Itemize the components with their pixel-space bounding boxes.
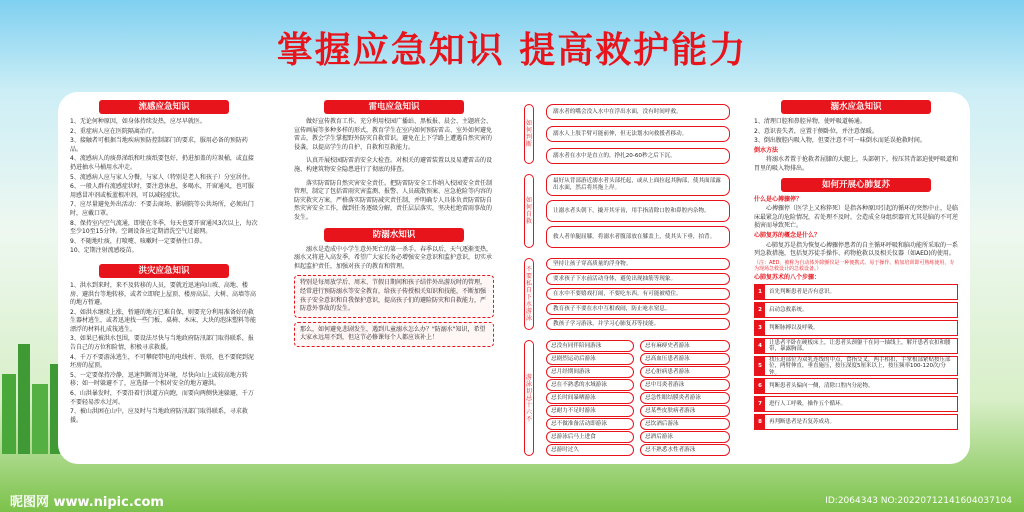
flow-item: 教育孩子不要在水中互相戏闹，防止呛水窒息。	[546, 303, 730, 315]
flow-label: 游泳切忌十六不	[524, 340, 534, 456]
aed-note: （注：AED，被称为自动体外除颤仪是一种便携式、易于操作、稍加培训即可熟练使用，专为现场急救设计的急救设备。）	[754, 259, 955, 273]
drown-header: 防溺水知识	[324, 228, 464, 242]
drowning-flowchart	[524, 102, 734, 460]
drown-text: 溺水是造成中小学生意外死亡的第一杀手。春季以后，天气逐渐变热，溺水又将进入高发季，希望广大家长务必增强安全意识和监护意识，切实承担起监护责任，加强对孩子的教育和管理。	[294, 245, 493, 270]
flow-item: 溺水者在水中是直立的，挣扎20-60秒之后下沉。	[546, 148, 730, 164]
flood-item: 1、洪水到来时，来不及转移的人员，要就近迅速向山坡、高地、楼房、避洪台等地转移，或者立即爬上屋顶、楼房高层、大树、高墙等高的地方暂避。	[70, 281, 257, 307]
flow-item: 在水中不要嬉戏打闹，不要吃东西。有可能被噎住。	[546, 288, 730, 300]
flow-label: 如何自救	[524, 174, 534, 248]
flow-item: 忌游时过久	[546, 444, 634, 456]
drown-aid-item: 2、意识丧失者，应置于侧卧位，并注意保暖。	[754, 127, 878, 135]
step-text: 让患者平卧在硬板床上，让患者头颈躯干在同一轴线上，解开患者衣扣和腰带，暴露胸部。	[769, 339, 951, 353]
step-text: 找压迫部位为双乳连线的中点，食指交叉，两手相扣，手掌根部紧贴按压部位，两臂伸直，垂直施压，按压深度5厘米以上，按压频率100-120次/分钟。	[769, 356, 951, 376]
drown-tip: 特别是每周放学后、周末、节假日期间和孩子结伴外出游玩时的管理，经常进行预防溺水等安全教育，给孩子传授相关知识和技能，不断加强孩子安全意识和自我保护意识，提高孩子们的避险防灾和自救能力，严防意外事故的发生。	[294, 275, 494, 317]
reverse-text: 将溺水者置于抢救者屈膝的大腿上，头部朝下，按压其背部迫使呼吸道和胃里的吸入物排出。	[754, 156, 958, 172]
flow-item: 忌没有同伴陪同游泳	[546, 340, 634, 352]
thunder-text: 落实防雷防自然灾害安全责任。把防雷防安全工作纳入校园安全责任制管理，制定了包括雷雨灾害监测、报警、人员疏散预案、应急抢险等内容的防灾救灾方案，严格落实防雷防减灾责任制，并明确专人具体负责防雷防自然灾害安全工作，做到任务逐级分解，责任层层落实，坚决杜绝雷雨事故的发生。	[294, 179, 493, 221]
flow-item: 忌月经期间游泳	[546, 366, 634, 378]
flow-item: 忌酒后游泳	[640, 431, 730, 443]
flow-item: 忌中耳炎者游泳	[640, 379, 730, 391]
flood-item: 2、如洪水继续上涨，暂避的地方已难自保，则要充分利用准备好的救生器材逃生，或者迅速找一些门板、桌椅、木床、大块的泡沫塑料等能漂浮的材料扎成筏逃生。	[70, 308, 257, 333]
flow-item: 忌剧烈运动后游泳	[546, 353, 634, 365]
step-text: 进行人工呼吸，操作五个循环。	[769, 401, 847, 408]
flow-item: 坚持让孩子穿高质量的浮身物。	[546, 258, 730, 270]
flow-item: 救人者单腿屈膝，将溺水者腹部放在膝盖上，使其头下垂，拍背。	[546, 226, 730, 248]
q2: 心肺复苏的概念是什么？	[754, 231, 821, 239]
flood-header: 洪灾应急知识	[99, 264, 229, 278]
cpr-step	[754, 356, 958, 376]
drown-aid-item: 1、清理口腔和鼻腔异物，使呼吸道畅通。	[754, 118, 866, 125]
flu-item: 4、流感病人的痰鼻涕纸和吐痰纸要包好，扔进加盖的垃圾桶，或直接扔进抽水马桶用水冲走。	[70, 155, 254, 171]
flow-item: 教孩子学习游泳，并学习心肺复苏等技能。	[546, 318, 730, 330]
column-flu-flood	[70, 100, 258, 460]
flood-item: 5、一定要保持冷静，迅速判断周边环境，尽快向山上或较高地方转移；如一时躲避不了，应选择一个相对安全的地方避洪。	[70, 371, 248, 388]
flow-item: 忌游泳后马上进食	[546, 431, 634, 443]
step-number: 7	[755, 397, 765, 411]
flow-item: 忌急性眼结膜炎者游泳	[640, 392, 730, 404]
poster-title: 掌握应急知识 提高救护能力	[276, 30, 748, 71]
flow-item: 忌心脏病患者游泳	[640, 366, 730, 378]
reverse-title: 倒水方法	[754, 146, 779, 154]
watermark-id: ID:2064343 NO:20220712141604037104	[825, 496, 1012, 506]
step-text: 判断患者头偏向一侧，清除口腔内分泌物。	[769, 383, 874, 390]
flow-item: 忌不熟悉水性者游泳	[640, 444, 730, 456]
flow-item: 最好从背部游近溺水者头部托起，或从上面拉起其胸部，使其面部露出水面，然后将其拖上岸。	[546, 174, 730, 196]
cpr-step	[754, 302, 958, 318]
flood-item: 7、被山洪困在山中，应及时与当地政府防汛部门取得联系，寻求救援。	[70, 408, 248, 424]
cpr-step	[754, 338, 958, 354]
flu-item: 6、一般人群有流感症状时，要注意休息，多喝水，开窗通风，也可服用感冒冲剂或板蓝根冲剂，可以减轻症状。	[70, 183, 254, 199]
flu-item: 10、定期注射流感疫苗。	[70, 247, 138, 255]
flood-item: 4、千万不要游泳逃生，不可攀爬带电的电线杆、铁塔，也不要爬到泥坯房的屋顶。	[70, 353, 254, 370]
step-number: 6	[755, 379, 765, 393]
flow-item: 忌高血压患者游泳	[640, 353, 730, 365]
q3: 心肺复苏术的八个步骤：	[754, 273, 821, 281]
thunder-text: 认真开展校园防雷消安全大检查。对相关的避雷装置以及易遭雷击的设施、构建筑物安全隐患进行了彻底的排查。	[294, 157, 493, 173]
flow-item: 溺水人上肢手臂可能前伸，但无法划水向救援者移动。	[546, 126, 730, 142]
flu-item: 2、重症病人应在医院隔离治疗。	[70, 127, 158, 135]
drown-aid-header: 溺水应急知识	[781, 100, 931, 114]
flow-item: 忌在不熟悉的水域游泳	[546, 379, 634, 391]
content-board	[58, 92, 970, 464]
cpr-step	[754, 320, 958, 336]
step-number: 5	[755, 357, 765, 375]
step-number: 4	[755, 339, 765, 353]
flow-label: 不要私自下水游泳	[524, 258, 534, 330]
flu-item: 5、流感病人应与家人分餐，与家人（特别是老人和孩子）分室居住。	[70, 173, 254, 181]
flu-item: 8、保持室内空气流通，即使在冬季，每天也要开窗通风3次以上，每次至少10至15分钟。空调设备应定期清洗空气过滤网。	[70, 219, 258, 236]
flu-text	[70, 118, 258, 256]
watermark-site: 昵图网 www.nipic.com	[10, 495, 164, 510]
flood-text	[70, 282, 258, 426]
drown-tip: 那么，如何避免悲剧发生，遇到儿童溺水怎么办？"防溺水"知识，希望大家永远用不到，但这节必修课每个人都应该补上！	[294, 322, 494, 347]
flu-item: 1、无论何种原因，如身体持续发热，应尽早就医。	[70, 118, 206, 125]
flow-item: 忌某些皮肤病者游泳	[640, 405, 730, 417]
flow-item: 忌有麻痹史者游泳	[640, 340, 730, 352]
step-text: 启动急救系统。	[769, 307, 808, 314]
column-first-aid	[754, 100, 958, 460]
cpr-step	[754, 378, 958, 394]
step-number: 1	[755, 285, 765, 299]
step-text: 再判断患者是否复苏成功。	[769, 419, 836, 426]
flu-item: 3、接触者可根据当地疾病预防控制部门的要求，服用必备的预防药品。	[70, 137, 248, 153]
cpr-step	[754, 284, 958, 300]
flu-item: 9、不随地吐痰，打喷嚏、咳嗽时一定要捂住口鼻。	[70, 237, 206, 245]
step-text: 判断脉搏以及呼吸。	[769, 325, 819, 332]
drown-aid-item: 3、倒出腹腔内吸入物，但要注意不可一味倒水而延误抢救时间。	[754, 137, 926, 145]
city-silhouette	[0, 334, 64, 454]
flow-item: 忌不做准备活动即游泳	[546, 418, 634, 430]
thunder-header: 雷电应急知识	[324, 100, 464, 114]
a1: 心搏骤停（医学上又称猝死）是指各种原因引起的循环的突然中止，是临床最紧急的危险情况，若处理不及时，会造成全身组织器官尤其是脑的不可逆损害而导致死亡。	[754, 205, 958, 230]
flow-item: 忌饮酒后游泳	[640, 418, 730, 430]
cpr-step	[754, 414, 958, 430]
flow-item: 让溺水者头朝下，撬开其牙齿，用手指清除口腔和鼻腔内杂物。	[546, 200, 730, 222]
column-thunder-drown	[294, 100, 494, 460]
step-number: 2	[755, 303, 765, 317]
flow-item: 溺水者的嘴会没入水中在浮出水面，没有时间呼救。	[546, 104, 730, 120]
flow-item: 要求孩子下水前活动身体，避免出现抽筋等现象。	[546, 273, 730, 285]
flu-header: 流感应急知识	[99, 100, 229, 114]
step-number: 3	[755, 321, 765, 335]
thunder-text: 做好宣传教育工作。充分利用校园广播站、黑板报、晨会、主题班会、宣传画展等多种多样的形式，教育学生在室内如何预防雷击、室外如何避免雷击，教会学生掌握野外防灾自救常识。避免在上下学路上遭遇自然灾害的侵袭，以提高学生的自护、自救和互救能力。	[294, 118, 493, 151]
flow-item: 忌长时间暴晒游泳	[546, 392, 634, 404]
flood-item: 6、山洪暴发时，不要沿着行洪道方向跑，而要向两侧快速躲避，千万不要轻易涉水过河。	[70, 390, 254, 406]
step-number: 8	[755, 415, 765, 429]
flu-item: 7、应尽量避免外出活动：不要去商场、影剧院等公共场所，必须出门时，应戴口罩。	[70, 201, 254, 217]
flow-item: 忌耐力不足时游泳	[546, 405, 634, 417]
flow-label: 如何判断	[524, 104, 534, 164]
step-text: 首先判断患者是否有意识。	[769, 289, 836, 296]
cpr-header: 如何开展心肺复苏	[781, 178, 931, 192]
cpr-step	[754, 396, 958, 412]
a2: 心肺复苏是指为恢复心搏骤停患者的自主循环呼吸和脑功能所采取的一系列急救措施，包括复苏徒手操作、药物抢救以及相关仪器（如AED)的使用。	[754, 241, 958, 258]
flood-item: 3、如果已被洪水包围，要设法尽快与当地政府防汛部门取得联系，报告自己的方位和险情，积极寻求救援。	[70, 335, 254, 352]
q1: 什么是心搏骤停？	[754, 195, 803, 203]
